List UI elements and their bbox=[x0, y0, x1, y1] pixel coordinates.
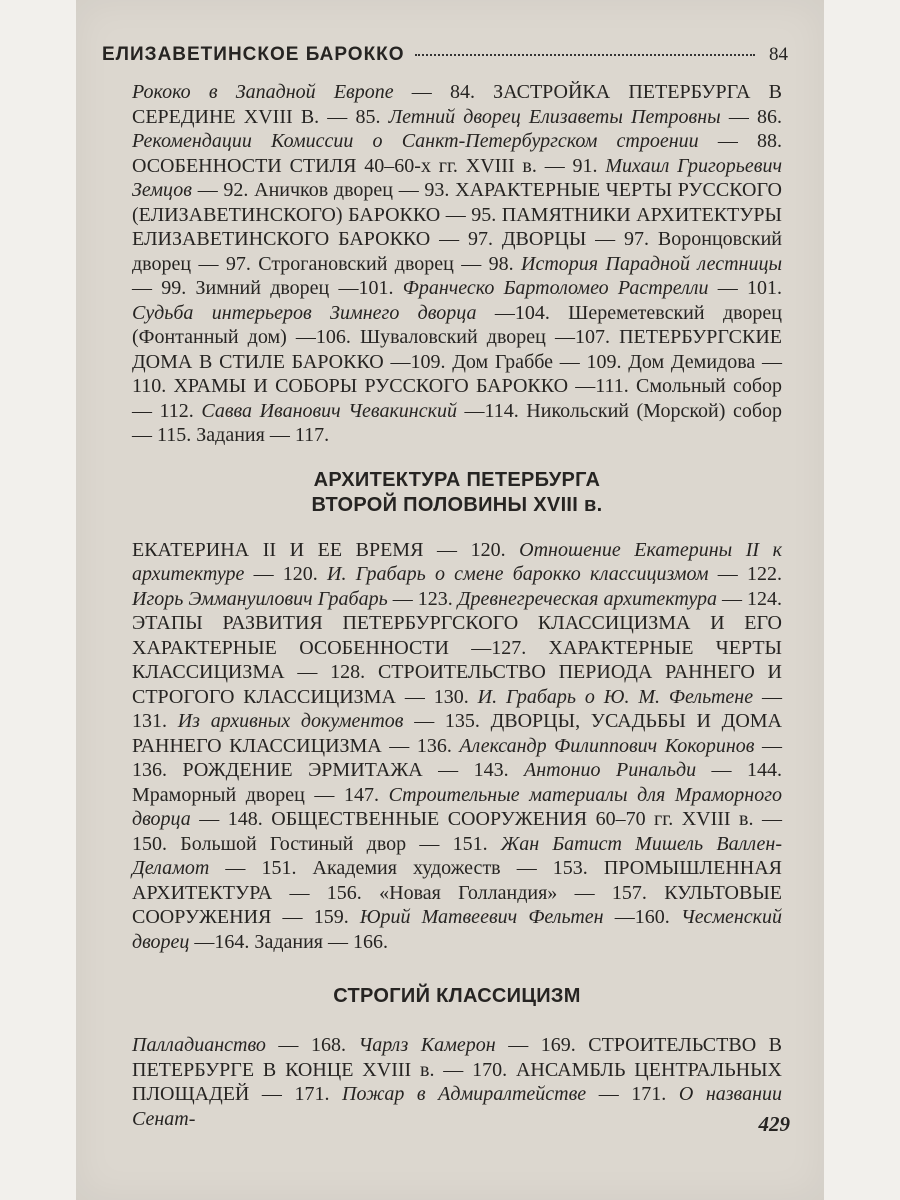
entry-italic-segment: Игорь Эммануилович Грабарь bbox=[132, 587, 388, 610]
entry-italic-segment: Франческо Бартоломео Растрелли bbox=[402, 277, 709, 299]
entry-text-segment: — 92. Аничков дворец — 93. ХАРАКТЕРНЫЕ ЧЕРТЫ РУССКОГО (ЕЛИЗАВЕТИНСКОГО) БАРОККО — 95. ПАМЯТНИКИ АРХИТЕКТУРЫ ЕЛИЗАВЕТИНСКОГО БАРОККО — 97. ДВОРЦЫ — 97. Воронцовский дворец — 97. Строгановский дворец — 98. bbox=[132, 179, 782, 275]
entry-text-segment: — 151. Академия художеств — 153. ПРОМЫШЛЕННАЯ АРХИТЕКТУРА — 156. «Новая Голландия» — 157. КУЛЬТОВЫЕ СООРУЖЕНИЯ — 159. bbox=[132, 857, 782, 928]
entry-text-segment: — 131. bbox=[132, 685, 782, 732]
entry-text-segment: —104. Шереметевский дворец (Фонтанный дом) —106. Шуваловский дворец —107. ПЕТЕРБУРГСКИЕ ДОМА В СТИЛЕ БАРОККО —109. Дом Граббе — 109. Дом Демидова —110. ХРАМЫ И СОБОРЫ РУССКОГО БАРОККО —111. Смольный собор — 112. bbox=[132, 301, 783, 422]
entry-italic-segment: Палладианство bbox=[132, 1034, 266, 1056]
entry-italic-segment: Михаил Григорьевич Земцов bbox=[132, 154, 782, 201]
entry-italic-segment: Из архивных документов bbox=[177, 710, 404, 732]
entry-text-segment: —160. bbox=[603, 906, 681, 928]
entry-italic-segment: История Парадной лестницы bbox=[521, 252, 782, 275]
entry-italic-segment: И. Грабарь о смене барокко классицизмом bbox=[327, 563, 709, 585]
section-3-entries bbox=[132, 1033, 782, 1131]
section-2-title bbox=[132, 468, 782, 518]
entry-italic-segment: Судьба интерьеров Зимнего дворца bbox=[132, 301, 477, 324]
entry-italic-segment: Летний дворец Елизаветы Петровны bbox=[388, 105, 721, 128]
running-header bbox=[102, 44, 788, 76]
entry-italic-segment: Строительные материалы для Мраморного дворца bbox=[132, 783, 782, 830]
entry-text-segment: — 99. Зимний дворец —101. bbox=[132, 277, 403, 299]
section-2-entries bbox=[132, 538, 782, 955]
entry-text-segment: — 136. РОЖДЕНИЕ ЭРМИТАЖА — 143. bbox=[132, 734, 782, 781]
dot-leader bbox=[415, 54, 755, 56]
running-header-page-ref: 84 bbox=[769, 44, 788, 65]
entry-italic-segment: Пожар в Адмиралтействе bbox=[342, 1083, 587, 1105]
entry-italic-segment: Антонио Ринальди bbox=[524, 759, 697, 781]
entry-italic-segment: Рококо в Западной Европе bbox=[132, 81, 394, 103]
entry-text-segment: — 169. СТРОИТЕЛЬСТВО В ПЕТЕРБУРГЕ В КОНЦЕ XVIII в. — 170. АНСАМБЛЬ ЦЕНТРАЛЬНЫХ ПЛОЩАДЕЙ — 171. bbox=[132, 1034, 782, 1105]
entry-text-segment: ЕКАТЕРИНА II И ЕЕ ВРЕМЯ — 120. bbox=[132, 538, 520, 561]
entry-text-segment: — 101. bbox=[708, 277, 782, 299]
entry-italic-segment: Древнегреческая архитектура bbox=[457, 587, 717, 610]
section-3-title-line-1: СТРОГИЙ КЛАССИЦИЗМ bbox=[333, 985, 581, 1007]
entry-text-segment: — 171. bbox=[586, 1083, 679, 1105]
entry-italic-segment: Рекомендации Комиссии о Санкт-Петербургском строении bbox=[132, 130, 699, 152]
section-3-title bbox=[132, 984, 782, 1009]
page-number: 429 bbox=[758, 1112, 790, 1136]
entry-italic-segment: Чарлз Камерон bbox=[358, 1034, 496, 1056]
entry-text-segment: — 122. bbox=[708, 563, 783, 585]
book-page bbox=[76, 0, 824, 1200]
entry-italic-segment: Александр Филиппович Кокоринов bbox=[459, 734, 755, 757]
running-header-title: ЕЛИЗАВЕТИНСКОЕ БАРОККО bbox=[102, 44, 405, 65]
entry-italic-segment: Отношение Екатерины II к архитектуре bbox=[132, 538, 782, 585]
entry-text-segment: — 86. bbox=[720, 105, 783, 128]
entry-text-segment: — 135. ДВОРЦЫ, УСАДЬБЫ И ДОМА РАННЕГО КЛАССИЦИЗМА — 136. bbox=[132, 710, 782, 757]
entry-text-segment: — 88. ОСОБЕННОСТИ СТИЛЯ 40–60-х гг. XVIII в. — 91. bbox=[132, 130, 782, 177]
entry-text-segment: —164. Задания — 166. bbox=[189, 930, 388, 953]
entry-text-segment: — 148. ОБЩЕСТВЕННЫЕ СООРУЖЕНИЯ 60–70 гг. XVIII в. —150. Большой Гостиный двор — 151. bbox=[132, 808, 782, 855]
entry-text-segment: — 123. bbox=[387, 587, 458, 610]
entry-italic-segment: Чесменский дворец bbox=[132, 906, 783, 953]
section-2-title-line-2: ВТОРОЙ ПОЛОВИНЫ XVIII в. bbox=[311, 493, 603, 516]
section-2-title-line-1: АРХИТЕКТУРА ПЕТЕРБУРГА bbox=[313, 468, 601, 491]
entry-italic-segment: Савва Иванович Чевакинский bbox=[201, 399, 457, 422]
section-1-entries bbox=[132, 80, 782, 448]
entry-italic-segment: И. Грабарь о Ю. М. Фельтене bbox=[477, 685, 754, 708]
entry-text-segment: — 144. Мраморный дворец — 147. bbox=[132, 759, 782, 806]
entry-text-segment: — 124. ЭТАПЫ РАЗВИТИЯ ПЕТЕРБУРГСКОГО КЛАССИЦИЗМА И ЕГО ХАРАКТЕРНЫЕ ОСОБЕННОСТИ —127. ХАРАКТЕРНЫЕ ЧЕРТЫ КЛАССИЦИЗМА — 128. СТРОИТЕЛЬСТВО ПЕРИОДА РАННЕГО И СТРОГОГО КЛАССИЦИЗМА — 130. bbox=[132, 587, 783, 708]
entry-text-segment: —114. Никольский (Морской) собор — 115. Задания — 117. bbox=[132, 399, 782, 446]
entry-italic-segment: О названии Сенат- bbox=[132, 1083, 783, 1130]
entry-text-segment: — 84. ЗАСТРОЙКА ПЕТЕРБУРГА В СЕРЕДИНЕ XVIII В. — 85. bbox=[132, 81, 782, 128]
entry-italic-segment: Жан Батист Мишель Валлен-Деламот bbox=[132, 832, 782, 879]
entry-text-segment: — 120. bbox=[244, 563, 328, 585]
entry-text-segment: — 168. bbox=[265, 1034, 359, 1056]
page-content bbox=[102, 44, 788, 1131]
entry-italic-segment: Юрий Матвеевич Фельтен bbox=[359, 906, 604, 928]
